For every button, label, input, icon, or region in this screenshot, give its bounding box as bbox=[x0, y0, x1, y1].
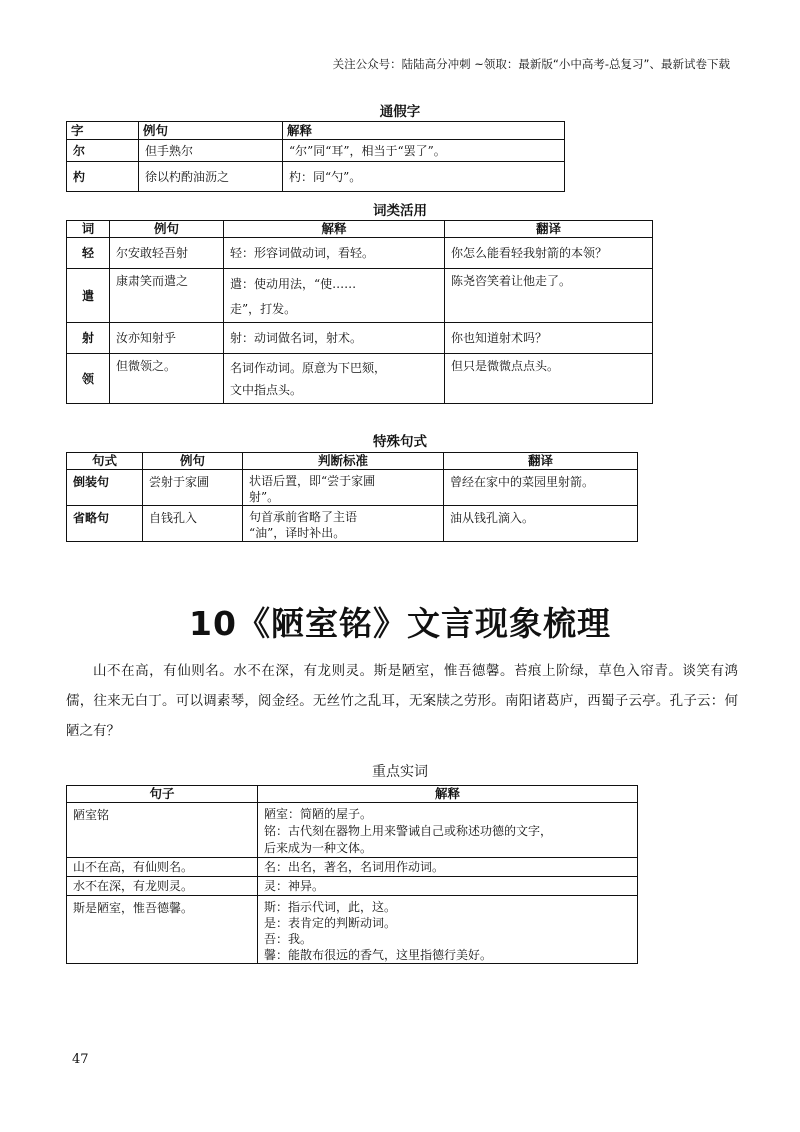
page-title: 10《陋室铭》文言现象梳理 bbox=[189, 604, 611, 643]
cell-word: 杓 bbox=[67, 162, 139, 192]
cell-explain: 遣：使动用法，“使…… 走”，打发。 bbox=[224, 269, 445, 323]
table-row bbox=[67, 162, 565, 192]
cell-word: 尔 bbox=[67, 140, 139, 162]
zhongdian-table bbox=[66, 785, 638, 964]
col-header-type: 句式 bbox=[67, 453, 143, 470]
passage-text: 山不在高，有仙则名。水不在深，有龙则灵。斯是陋室，惟吾德馨。苔痕上阶绿，草色入帘青。谈笑有鸿儒，往来无白丁。可以调素琴，阅金经。无丝竹之乱耳，无案牍之劳形。南阳诸葛庐，西蜀子云亭。孔子云：何陋之有？ bbox=[66, 663, 738, 739]
cell-word: 遣 bbox=[67, 269, 110, 323]
cell-sentence: 陋室铭 bbox=[67, 803, 258, 858]
table-row bbox=[67, 238, 653, 269]
cell-example: 汝亦知射乎 bbox=[110, 323, 224, 354]
col-header-explain: 解释 bbox=[224, 221, 445, 238]
cell-type: 倒装句 bbox=[67, 470, 143, 506]
cell-standard: 句首承前省略了主语 “油”，译时补出。 bbox=[243, 506, 444, 542]
cell-sentence: 水不在深，有龙则灵。 bbox=[67, 877, 258, 896]
col-header-translate: 翻译 bbox=[444, 453, 638, 470]
cell-example: 尔安敢轻吾射 bbox=[110, 238, 224, 269]
cell-explain: 射：动词做名词，射术。 bbox=[224, 323, 445, 354]
cell-word: 领 bbox=[67, 354, 110, 404]
cell-explain: “尔”同“耳”，相当于“罢了”。 bbox=[283, 140, 565, 162]
col-header-explain: 解释 bbox=[258, 786, 638, 803]
col-header-sentence: 句子 bbox=[67, 786, 258, 803]
section-title-zhongdian: 重点实词 bbox=[372, 764, 428, 780]
cell-example: 康肃笑而遣之 bbox=[110, 269, 224, 323]
cell-sentence: 山不在高，有仙则名。 bbox=[67, 858, 258, 877]
col-header-word: 字 bbox=[67, 122, 139, 140]
cell-explain: 灵：神异。 bbox=[258, 877, 638, 896]
cell-standard: 状语后置，即“尝于家圃 射”。 bbox=[243, 470, 444, 506]
col-header-translate: 翻译 bbox=[445, 221, 653, 238]
tongjia-table bbox=[66, 121, 565, 192]
cell-translate: 但只是微微点点头。 bbox=[445, 354, 653, 404]
col-header-example: 例句 bbox=[143, 453, 243, 470]
cell-translate: 陈尧咨笑着让他走了。 bbox=[445, 269, 653, 323]
table-header-row bbox=[67, 453, 638, 470]
cell-translate: 曾经在家中的菜园里射箭。 bbox=[444, 470, 638, 506]
table-row bbox=[67, 858, 638, 877]
cell-example: 尝射于家圃 bbox=[143, 470, 243, 506]
cilei-table bbox=[66, 220, 653, 404]
cell-example: 但手熟尔 bbox=[139, 140, 283, 162]
cell-type: 省略句 bbox=[67, 506, 143, 542]
table-row bbox=[67, 877, 638, 896]
cell-example: 徐以杓酌油沥之 bbox=[139, 162, 283, 192]
table-row bbox=[67, 269, 653, 323]
table-row bbox=[67, 140, 565, 162]
cell-word: 轻 bbox=[67, 238, 110, 269]
cell-translate: 你也知道射术吗？ bbox=[445, 323, 653, 354]
section-title-cilei: 词类活用 bbox=[373, 203, 427, 219]
table-header-row bbox=[67, 221, 653, 238]
cell-example: 自钱孔入 bbox=[143, 506, 243, 542]
table-header-row bbox=[67, 786, 638, 803]
table-row bbox=[67, 323, 653, 354]
cell-sentence: 斯是陋室，惟吾德馨。 bbox=[67, 896, 258, 964]
cell-translate: 油从钱孔滴入。 bbox=[444, 506, 638, 542]
col-header-example: 例句 bbox=[139, 122, 283, 140]
table-header-row bbox=[67, 122, 565, 140]
cell-word: 射 bbox=[67, 323, 110, 354]
teshu-table bbox=[66, 452, 638, 542]
page-number: 47 bbox=[72, 1052, 89, 1067]
cell-translate: 你怎么能看轻我射箭的本领？ bbox=[445, 238, 653, 269]
table-row bbox=[67, 506, 638, 542]
cell-explain: 名：出名，著名，名词用作动词。 bbox=[258, 858, 638, 877]
header-note: 关注公众号：陆陆高分冲刺 ~领取：最新版“小中高考-总复习”、最新试卷下载 bbox=[332, 57, 730, 71]
cell-explain: 杓：同“勺”。 bbox=[283, 162, 565, 192]
table-row bbox=[67, 896, 638, 964]
table-row bbox=[67, 354, 653, 404]
cell-explain: 陋室：简陋的屋子。 铭：古代刻在器物上用来警诫自己或称述功德的文字， 后来成为一种文体。 bbox=[258, 803, 638, 858]
table-row bbox=[67, 470, 638, 506]
section-title-tongjia: 通假字 bbox=[379, 104, 421, 120]
table-row bbox=[67, 803, 638, 858]
col-header-standard: 判断标准 bbox=[243, 453, 444, 470]
col-header-word: 词 bbox=[67, 221, 110, 238]
section-title-teshu: 特殊句式 bbox=[373, 434, 427, 450]
col-header-example: 例句 bbox=[110, 221, 224, 238]
col-header-explain: 解释 bbox=[283, 122, 565, 140]
cell-explain: 名词作动词。原意为下巴颏， 文中指点头。 bbox=[224, 354, 445, 404]
cell-explain: 轻：形容词做动词，看轻。 bbox=[224, 238, 445, 269]
cell-example: 但微领之。 bbox=[110, 354, 224, 404]
cell-explain: 斯：指示代词，此，这。 是：表肯定的判断动词。 吾：我。 馨：能散布很远的香气，这里指德行美好。 bbox=[258, 896, 638, 964]
